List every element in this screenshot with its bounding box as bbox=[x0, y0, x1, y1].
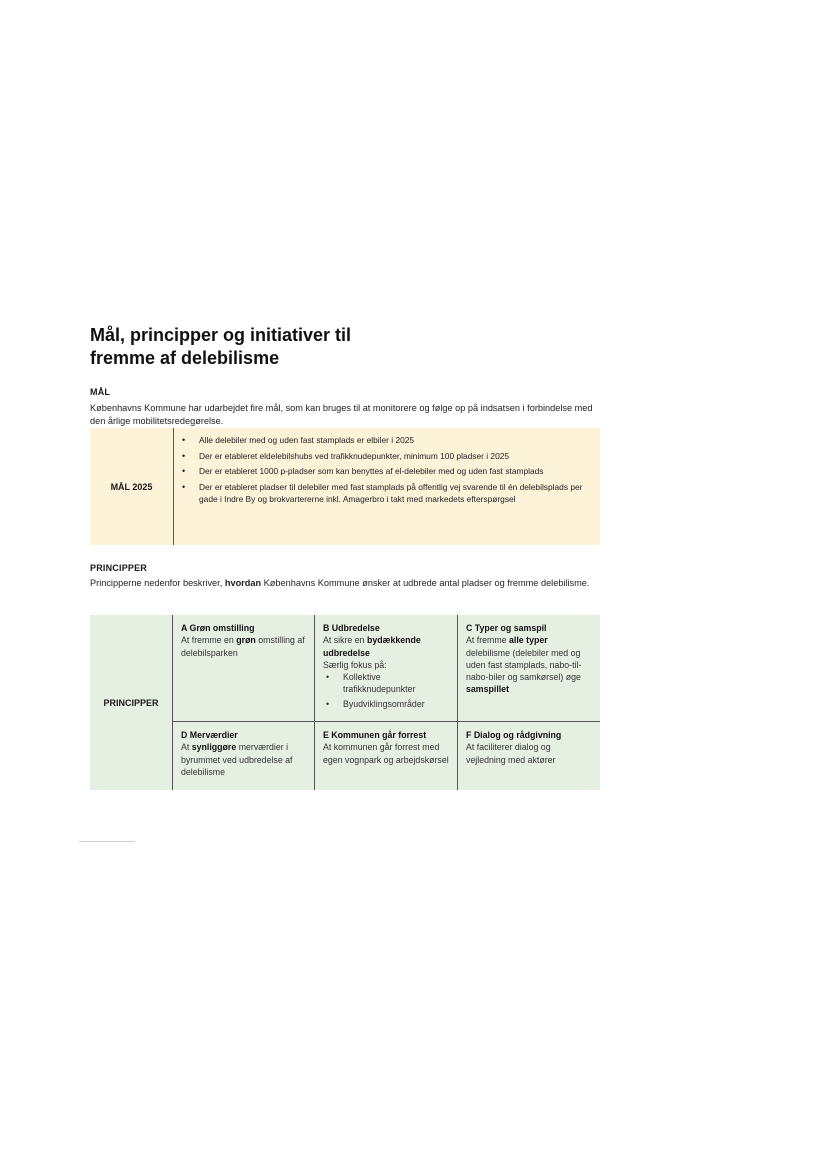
principle-a-bold: grøn bbox=[236, 635, 256, 646]
page-title bbox=[90, 324, 490, 370]
goals-table-label: MÅL 2025 bbox=[90, 428, 174, 545]
principle-a-text-end: omstilling af delebilsparken bbox=[181, 635, 305, 658]
principle-d-text: At bbox=[181, 742, 190, 753]
principles-intro-pre: Principperne nedenfor beskriver, bbox=[90, 578, 223, 588]
principle-e-title: E Kommunen går forrest bbox=[323, 730, 427, 740]
principle-c-text: At fremme bbox=[466, 635, 507, 646]
goal-item: • Der er etableret pladser til delebiler med fast stamplads på offentlig vej svarende til én delebilsplads per gade i Indre By og brokvartererne inkl. Amagerbro i takt med markedets efterspørgsel bbox=[199, 481, 584, 506]
goal-item: • Der er etableret 1000 p-pladser som kan benyttes af el-delebiler med og uden fast stamplads bbox=[199, 465, 584, 478]
principle-b-bold: bydækkende udbredelse bbox=[323, 635, 421, 658]
page-title-line-2: fremme af delebilisme bbox=[90, 348, 280, 368]
goals-intro: Københavns Kommune har udarbejdet fire mål, som kan bruges til at monitorere og følge op på indsatsen i forbindelse med den årlige mobilitetsredegørelse. bbox=[90, 403, 593, 426]
goal-item: • Der er etableret eldelebilshubs ved trafikknudepunkter, minimum 100 pladser i 2025 bbox=[199, 450, 584, 463]
principle-d bbox=[173, 722, 315, 790]
principle-c-text-mid: delebilisme (delebiler med og uden fast stamplads, nabo-til-nabo-biler og samkørsel) øge bbox=[466, 647, 582, 683]
principle-f-text: At faciliterer dialog og vejledning med aktører bbox=[466, 742, 556, 765]
goals-table bbox=[90, 428, 600, 545]
principle-e bbox=[315, 722, 458, 790]
principles-intro-post: Københavns Kommune ønsker at udbrede antal pladser og fremme delebilisme. bbox=[263, 578, 590, 588]
principles-intro bbox=[90, 577, 600, 590]
principles-intro-bold: hvordan bbox=[224, 578, 262, 588]
principle-b-focus: Særlig fokus på: bbox=[323, 659, 387, 670]
goals-list bbox=[174, 428, 600, 545]
principle-d-title: D Merværdier bbox=[181, 730, 238, 740]
principle-e-text: At kommunen går forrest med egen vognpark og arbejdskørsel bbox=[323, 742, 449, 765]
principle-b-title: B Udbredelse bbox=[323, 623, 380, 633]
principle-f bbox=[458, 722, 600, 790]
principles-heading: PRINCIPPER bbox=[90, 563, 148, 573]
principle-b bbox=[315, 615, 458, 722]
footer-divider bbox=[79, 841, 135, 842]
principle-a-title: A Grøn omstilling bbox=[181, 623, 255, 633]
principle-b-text: At sikre en bbox=[323, 635, 365, 646]
principles-table-label: PRINCIPPER bbox=[90, 615, 173, 790]
principle-c-title: C Typer og samspil bbox=[466, 623, 547, 633]
goals-heading: MÅL bbox=[90, 387, 111, 397]
principle-f-title: F Dialog og rådgivning bbox=[466, 730, 562, 740]
page-title-line-1: Mål, principper og initiativer til bbox=[90, 325, 352, 345]
principle-d-text-end: merværdier i byrummet ved udbredelse af delebilisme bbox=[181, 742, 293, 777]
principle-b-bullet: • Byudviklingsområder bbox=[343, 698, 449, 710]
principle-d-bold: synliggøre bbox=[191, 742, 237, 753]
principles-table bbox=[90, 615, 600, 790]
principle-a-text: At fremme en bbox=[181, 635, 234, 646]
principle-c bbox=[458, 615, 600, 722]
principle-c-bold-2: samspillet bbox=[466, 684, 510, 695]
principle-a bbox=[173, 615, 315, 722]
principle-b-bullet: • Kollektive trafikknudepunkter bbox=[343, 671, 449, 696]
principle-c-bold: alle typer bbox=[509, 635, 548, 646]
goal-item: • Alle delebiler med og uden fast stamplads er elbiler i 2025 bbox=[199, 434, 584, 447]
principle-b-list bbox=[323, 671, 449, 710]
